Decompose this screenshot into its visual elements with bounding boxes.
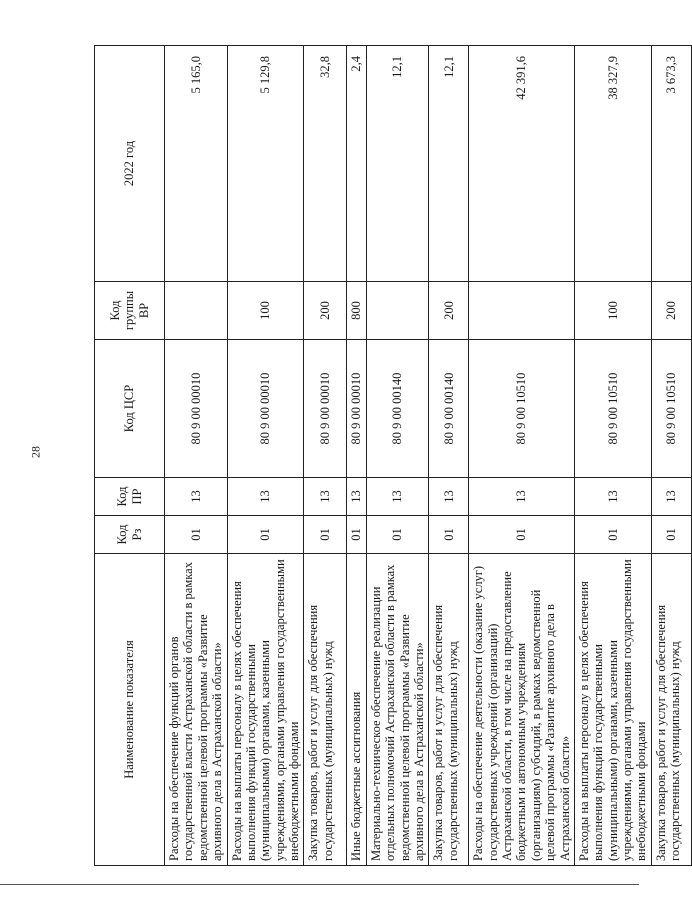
row-name: Расходы на выплаты персоналу в целях обеспечения выполнения функций государственными (муниципальными) органами, казенными учреждениями, органами управления государственными внебюджетными фондами xyxy=(574,554,651,866)
row-value: 3 673,3 xyxy=(651,46,691,282)
row-vr: 200 xyxy=(304,282,347,340)
row-name: Закупка товаров, работ и услуг для обеспечения государственных (муниципальных) нужд xyxy=(651,554,691,866)
row-rz: 01 xyxy=(165,516,228,554)
header-pr: Код ПР xyxy=(95,478,165,516)
table-row xyxy=(429,46,469,866)
row-vr: 100 xyxy=(574,282,651,340)
row-pr: 13 xyxy=(165,478,228,516)
row-pr: 13 xyxy=(366,478,429,516)
table-row xyxy=(574,46,651,866)
row-name: Иные бюджетные ассигнования xyxy=(347,554,366,866)
row-pr: 13 xyxy=(227,478,304,516)
row-rz: 01 xyxy=(574,516,651,554)
row-pr: 13 xyxy=(304,478,347,516)
table-row xyxy=(651,46,691,866)
row-pr: 13 xyxy=(347,478,366,516)
table-row xyxy=(366,46,429,866)
row-value: 42 391,6 xyxy=(469,46,575,282)
row-name: Расходы на выплаты персоналу в целях обеспечения выполнения функций государственными (муниципальными) органами, казенными учреждениями, органами управления государственными внебюджетными фондами xyxy=(227,554,304,866)
row-vr: 200 xyxy=(429,282,469,340)
row-csr: 80 9 00 10510 xyxy=(574,340,651,478)
row-name: Закупка товаров, работ и услуг для обеспечения государственных (муниципальных) нужд xyxy=(304,554,347,866)
row-rz: 01 xyxy=(347,516,366,554)
row-value: 5 129,8 xyxy=(227,46,304,282)
table-row xyxy=(347,46,366,866)
row-name: Расходы на обеспечение деятельности (оказание услуг) государственных учреждений (организаций) Астраханской области, в том числе на предоставление бюджетным и автономным учреждениям (организациям) субсидий, в рамках ведомственной целевой программы «Развитие архивного дела в Астраханской области» xyxy=(469,554,575,866)
row-vr: 800 xyxy=(347,282,366,340)
row-name: Материально-техническое обеспечение реализации отдельных полномочий Астраханской области в рамках ведомственной целевой программы «Развитие архивного дела в Астраханской области» xyxy=(366,554,429,866)
header-rz: Код Рз xyxy=(95,516,165,554)
row-pr: 13 xyxy=(469,478,575,516)
budget-table-container xyxy=(94,46,683,866)
row-value: 32,8 xyxy=(304,46,347,282)
row-name: Закупка товаров, работ и услуг для обеспечения государственных (муниципальных) нужд xyxy=(429,554,469,866)
page-number: 28 xyxy=(28,446,43,458)
row-rz: 01 xyxy=(469,516,575,554)
table-row xyxy=(227,46,304,866)
bottom-rule xyxy=(0,884,639,885)
row-value: 12,1 xyxy=(366,46,429,282)
row-vr: 100 xyxy=(227,282,304,340)
table-row xyxy=(165,46,228,866)
row-pr: 13 xyxy=(651,478,691,516)
row-value: 12,1 xyxy=(429,46,469,282)
row-value: 38 327,9 xyxy=(574,46,651,282)
table-header-row xyxy=(95,46,165,866)
row-rz: 01 xyxy=(651,516,691,554)
row-csr: 80 9 00 10510 xyxy=(651,340,691,478)
row-pr: 13 xyxy=(574,478,651,516)
row-csr: 80 9 00 00010 xyxy=(304,340,347,478)
row-vr xyxy=(165,282,228,340)
row-vr xyxy=(469,282,575,340)
row-csr: 80 9 00 10510 xyxy=(469,340,575,478)
row-csr: 80 9 00 00010 xyxy=(227,340,304,478)
table-row xyxy=(469,46,575,866)
row-value: 5 165,0 xyxy=(165,46,228,282)
row-pr: 13 xyxy=(429,478,469,516)
header-name: Наименование показателя xyxy=(95,554,165,866)
row-csr: 80 9 00 00140 xyxy=(366,340,429,478)
row-csr: 80 9 00 00010 xyxy=(347,340,366,478)
header-year: 2022 год xyxy=(95,46,165,282)
row-rz: 01 xyxy=(366,516,429,554)
row-rz: 01 xyxy=(304,516,347,554)
row-csr: 80 9 00 00010 xyxy=(165,340,228,478)
row-rz: 01 xyxy=(429,516,469,554)
table-row xyxy=(304,46,347,866)
header-csr: Код ЦСР xyxy=(95,340,165,478)
row-vr xyxy=(366,282,429,340)
row-value: 2,4 xyxy=(347,46,366,282)
budget-table xyxy=(94,45,692,866)
row-rz: 01 xyxy=(227,516,304,554)
row-csr: 80 9 00 00140 xyxy=(429,340,469,478)
row-vr: 200 xyxy=(651,282,691,340)
header-vr: Код группы ВР xyxy=(95,282,165,340)
row-name: Расходы на обеспечение функций органов государственной власти Астраханской области в рамках ведомственной целевой программы «Развитие архивного дела в Астраханской области» xyxy=(165,554,228,866)
